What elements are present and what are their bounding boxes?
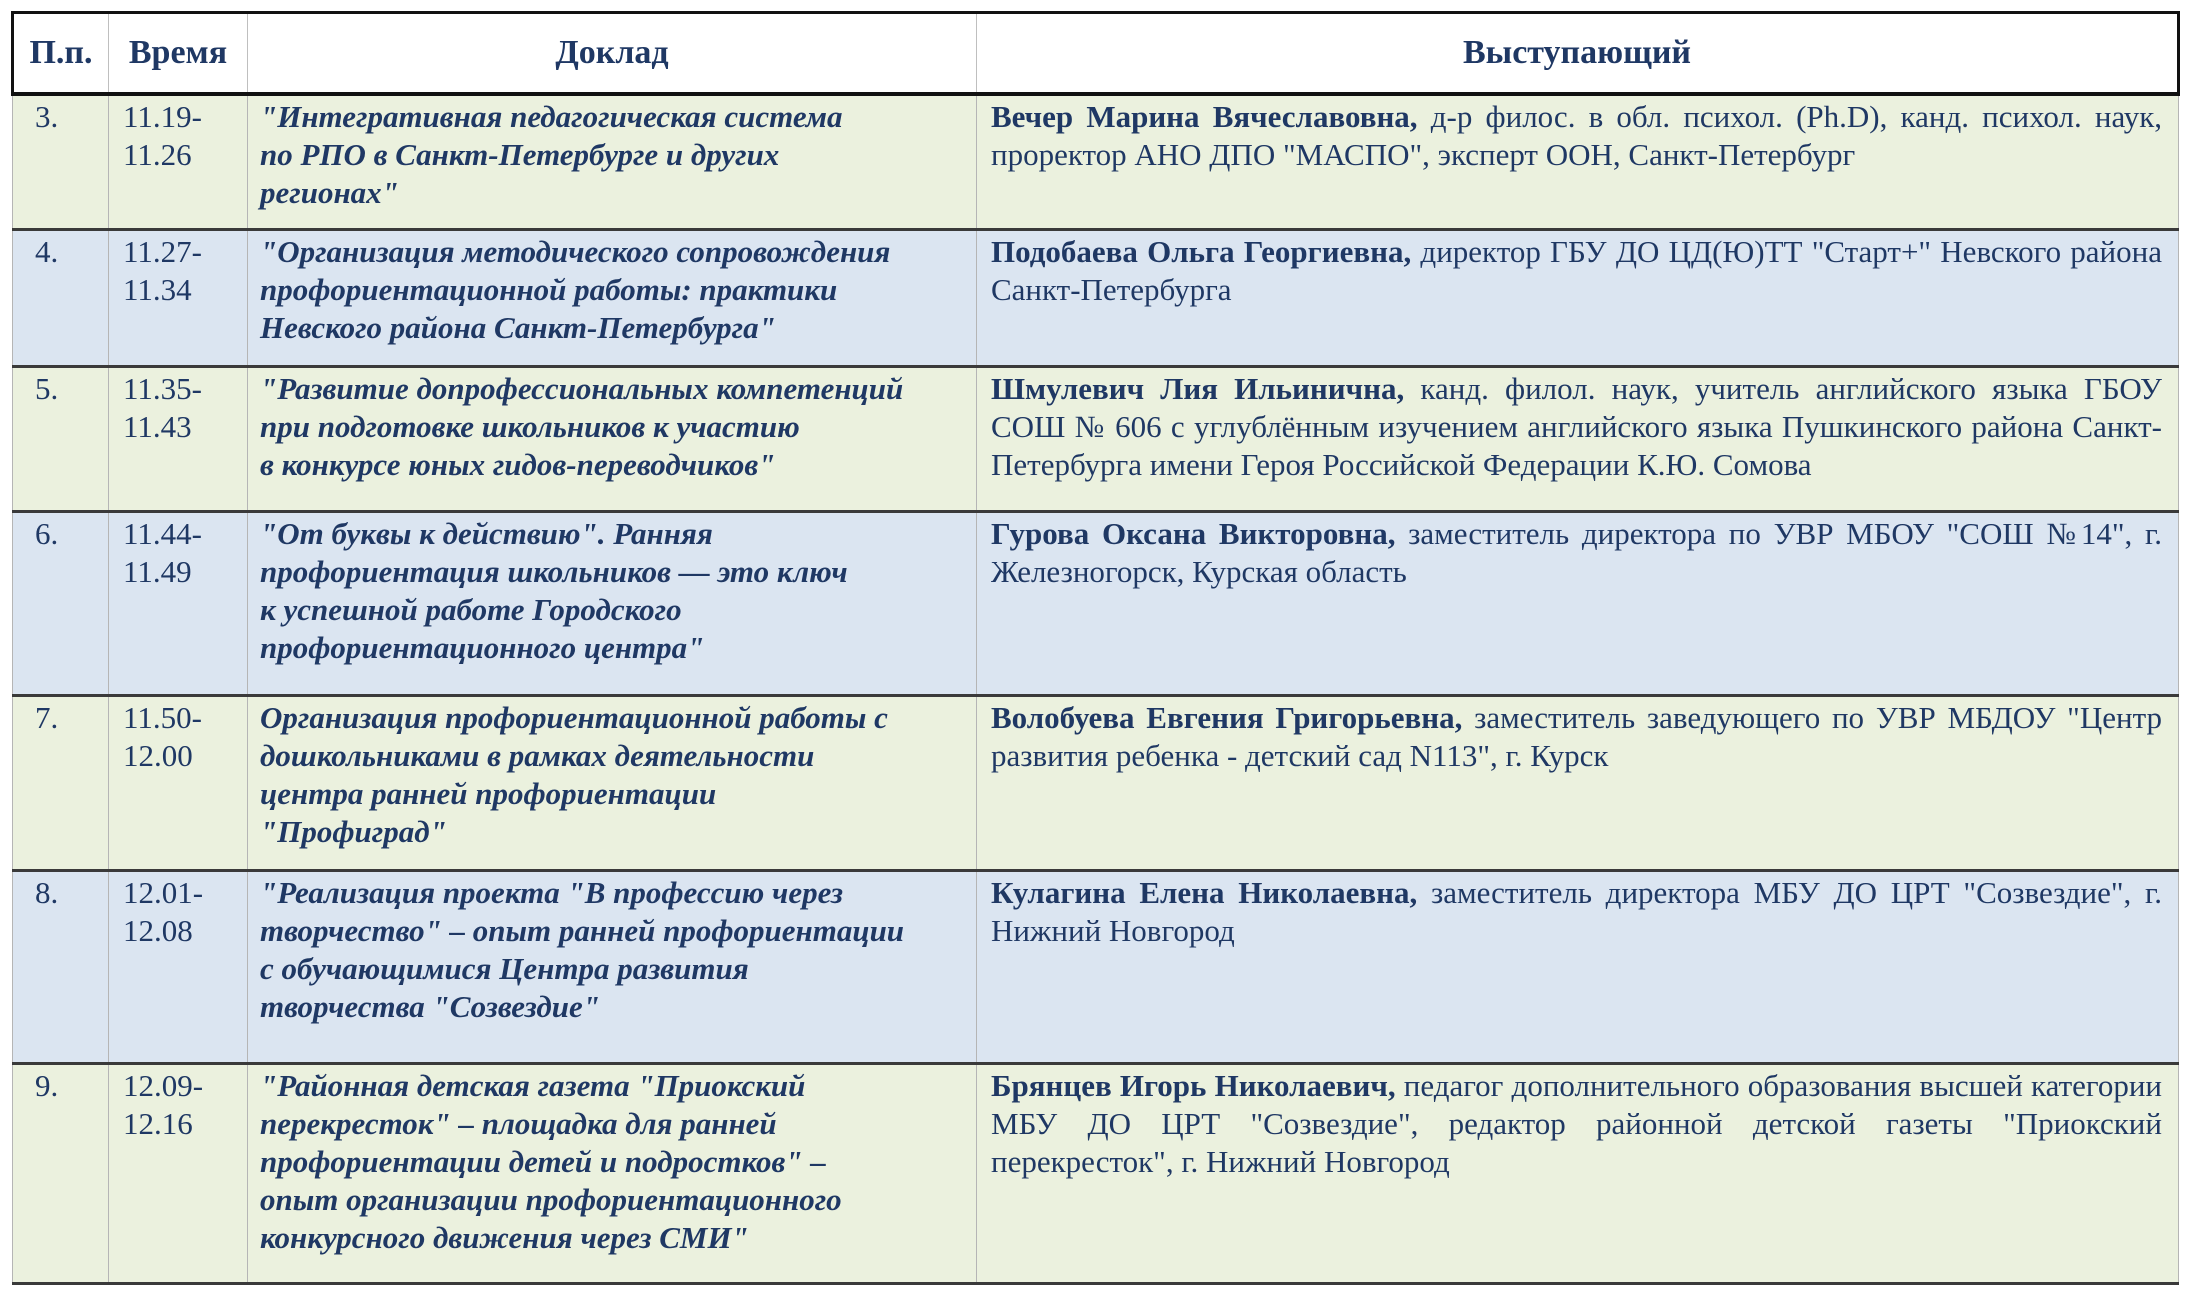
- speaker-info: заместитель заведующего по УВР МБДОУ "Центр развития ребенка - детский сад N113", г. Курск: [991, 699, 2162, 773]
- row-speaker: [977, 366, 2179, 511]
- talk-title: "Интегративная педагогическая система по РПО в Санкт-Петербурге и других регионах": [260, 99, 843, 210]
- speaker-name: Вечер Марина Вячеславовна,: [991, 99, 1418, 134]
- table-row: [13, 511, 2179, 695]
- row-speaker: [977, 511, 2179, 695]
- talk-title: Организация профориентационной работы с дошкольниками в рамках деятельности центра ранней профориентации "Профиград": [260, 699, 888, 849]
- talk-title: "Реализация проекта "В профессию через творчество" – опыт ранней профориентации с обучающимися Центра развития творчества "Созвездие": [260, 874, 905, 1024]
- header-talk: Доклад: [248, 13, 977, 95]
- row-num: 3.: [13, 94, 109, 229]
- row-time: [109, 366, 248, 511]
- header-speaker: Выступающий: [977, 13, 2179, 95]
- table-row: [13, 870, 2179, 1063]
- time-range: 11.44- 11.49: [123, 515, 202, 589]
- row-talk-title: [248, 1063, 977, 1283]
- table-body: [13, 94, 2179, 1283]
- table-row: [13, 695, 2179, 870]
- row-num: 8.: [13, 870, 109, 1063]
- talk-title: "Организация методического сопровождения профориентационной работы: практики Невского района Санкт-Петербурга": [260, 233, 891, 345]
- row-speaker: [977, 695, 2179, 870]
- row-time: [109, 94, 248, 229]
- table-row: [13, 1063, 2179, 1283]
- speaker-info: заместитель директора МБУ ДО ЦРТ "Созвездие", г. Нижний Новгород: [991, 874, 2162, 948]
- speaker-info: директор ГБУ ДО ЦД(Ю)ТТ "Старт+" Невского района Санкт-Петербурга: [991, 233, 2162, 307]
- speaker-info: педагог дополнительного образования высшей категории МБУ ДО ЦРТ "Созвездие", редактор районной детской газеты "Приокский перекресток", г. Нижний Новгород: [991, 1067, 2163, 1179]
- speaker-info: д-р филос. в обл. психол. (Ph.D), канд. психол. наук, проректор АНО ДПО "МАСПО", эксперт ООН, Санкт-Петербург: [991, 99, 2163, 172]
- row-talk-title: [248, 94, 977, 229]
- row-time: [109, 870, 248, 1063]
- table-row: [13, 229, 2179, 366]
- time-range: 12.09- 12.16: [123, 1067, 204, 1141]
- row-talk-title: [248, 229, 977, 366]
- time-range: 11.19- 11.26: [123, 99, 202, 172]
- row-time: [109, 1063, 248, 1283]
- row-time: [109, 695, 248, 870]
- speaker-info: канд. филол. наук, учитель английского языка ГБОУ СОШ № 606 с углублённым изучением английского языка Пушкинского района Санкт-Петербурга имени Героя Российской Федерации К.Ю. Сомова: [991, 370, 2162, 482]
- time-range: 12.01- 12.08: [123, 874, 204, 948]
- speaker-name: Волобуева Евгения Григорьевна,: [991, 699, 1463, 735]
- row-time: [109, 511, 248, 695]
- talk-title: "От буквы к действию". Ранняя профориентация школьников — это ключ к успешной работе Городского профориентационного центра": [260, 515, 848, 665]
- time-range: 11.50- 12.00: [123, 699, 202, 773]
- row-speaker: [977, 94, 2179, 229]
- row-num: 4.: [13, 229, 109, 366]
- table-header: [13, 13, 2179, 95]
- speaker-info: заместитель директора по УВР МБОУ "СОШ №14", г. Железногорск, Курская область: [991, 515, 2163, 589]
- row-time: [109, 229, 248, 366]
- speaker-name: Кулагина Елена Николаевна,: [991, 874, 1418, 910]
- talk-title: "Районная детская газета "Приокский перекресток" – площадка для ранней профориентации детей и подростков" – опыт организации профориентационного конкурсного движения через СМИ": [260, 1067, 842, 1255]
- row-speaker: [977, 870, 2179, 1063]
- time-range: 11.27- 11.34: [123, 233, 202, 307]
- time-range: 11.35- 11.43: [123, 370, 202, 444]
- program-table: [11, 11, 2180, 1285]
- row-num: 9.: [13, 1063, 109, 1283]
- row-speaker: [977, 229, 2179, 366]
- speaker-name: Шмулевич Лия Ильинична,: [991, 370, 1405, 406]
- row-talk-title: [248, 695, 977, 870]
- speaker-name: Гурова Оксана Викторовна,: [991, 515, 1396, 551]
- header-num: П.п.: [13, 13, 109, 95]
- row-talk-title: [248, 870, 977, 1063]
- table-row: [13, 366, 2179, 511]
- row-talk-title: [248, 366, 977, 511]
- header-row: [13, 13, 2179, 95]
- header-time: Время: [109, 13, 248, 95]
- row-num: 6.: [13, 511, 109, 695]
- talk-title: "Развитие допрофессиональных компетенций при подготовке школьников к участию в конкурсе юных гидов-переводчиков": [260, 370, 904, 482]
- speaker-name: Брянцев Игорь Николаевич,: [991, 1067, 1396, 1103]
- row-speaker: [977, 1063, 2179, 1283]
- speaker-name: Подобаева Ольга Георгиевна,: [991, 233, 1412, 269]
- row-num: 5.: [13, 366, 109, 511]
- table-row: [13, 94, 2179, 229]
- row-talk-title: [248, 511, 977, 695]
- row-num: 7.: [13, 695, 109, 870]
